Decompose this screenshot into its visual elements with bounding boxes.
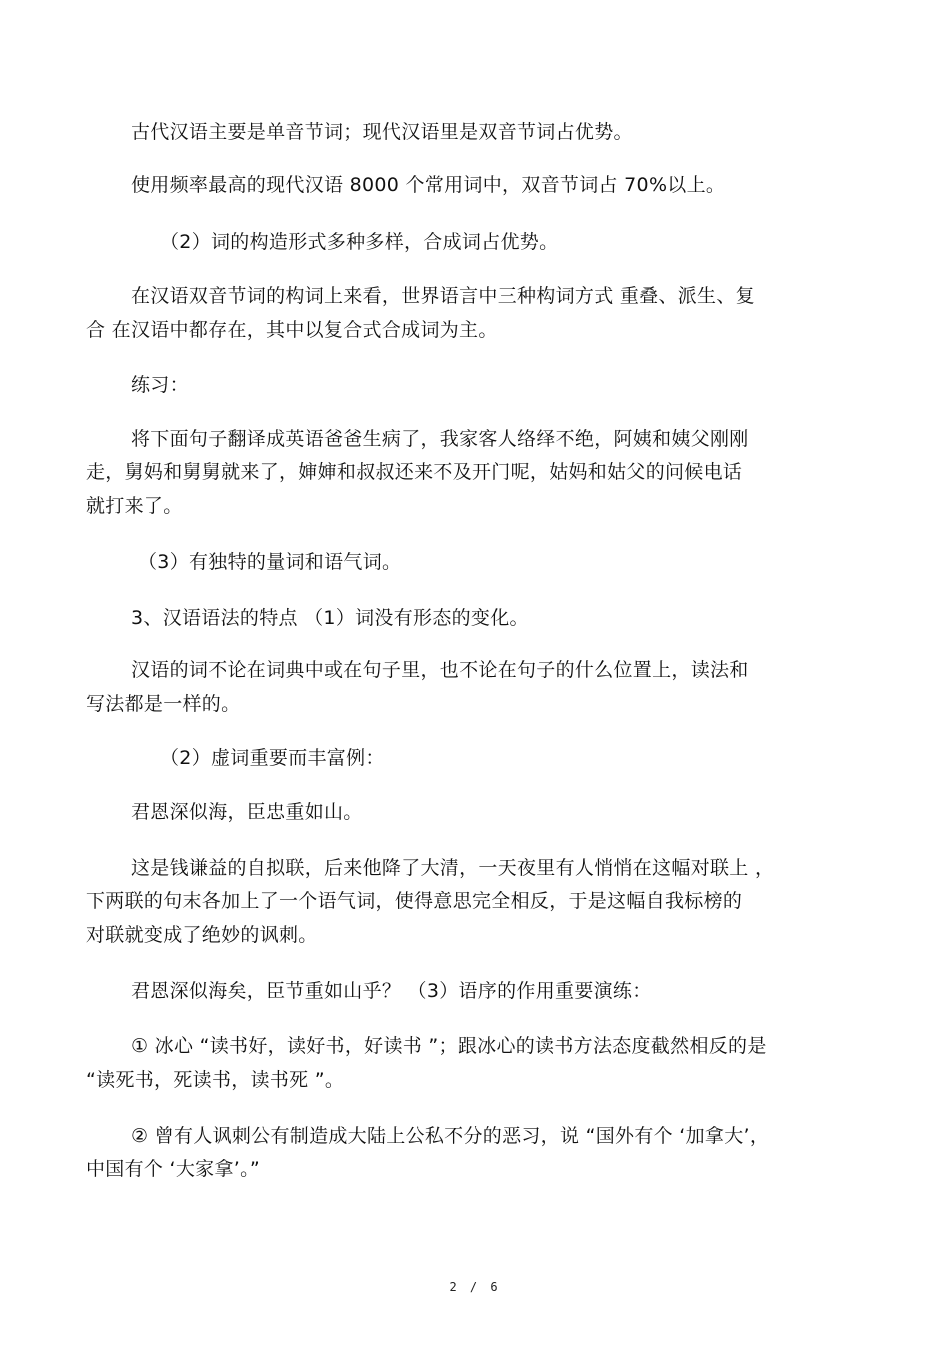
text-line: 使用频率最高的现代汉语 8000 个常用词中，双音节词占 70%以上。 <box>131 174 726 196</box>
text-line: 3、汉语语法的特点 （1）词没有形态的变化。 <box>131 607 529 629</box>
text-line: 写法都是一样的。 <box>86 693 241 715</box>
page-number: 2 / 6 <box>449 1280 501 1294</box>
text-line: 君恩深似海，臣忠重如山。 <box>131 801 363 823</box>
text-line: ② 曾有人讽刺公有制造成大陆上公私不分的恶习，说 “国外有个 ‘加拿大’， <box>131 1125 770 1147</box>
text-line: 走，舅妈和舅舅就来了，婶婶和叔叔还来不及开门呢，姑妈和姑父的问候电话 <box>86 461 743 483</box>
text-line: “读死书，死读书，读书死 ”。 <box>86 1069 345 1091</box>
text-line: 就打来了。 <box>86 495 183 517</box>
text-line: （2）词的构造形式多种多样，合成词占优势。 <box>160 231 559 253</box>
text-line: 君恩深似海矣，臣节重如山乎？ （3）语序的作用重要演练： <box>131 980 652 1002</box>
text-line: 下两联的句末各加上了一个语气词，使得意思完全相反，于是这幅自我标榜的 <box>86 890 743 912</box>
text-line: （3）有独特的量词和语气词。 <box>138 551 402 573</box>
text-line: 将下面句子翻译成英语爸爸生病了，我家客人络绎不绝，阿姨和姨父刚刚 <box>131 428 749 450</box>
text-line: 在汉语双音节词的构词上来看，世界语言中三种构词方式 重叠、派生、复 <box>131 285 755 307</box>
text-line: 中国有个 ‘大家拿’。” <box>86 1158 261 1180</box>
text-line: （2）虚词重要而丰富例： <box>160 747 385 769</box>
text-line: 这是钱谦益的自拟联，后来他降了大清，一天夜里有人悄悄在这幅对联上 ， <box>131 857 775 879</box>
text-line: 对联就变成了绝妙的讽刺。 <box>86 924 318 946</box>
text-line: 汉语的词不论在词典中或在句子里，也不论在句子的什么位置上，读法和 <box>131 659 749 681</box>
text-line: 古代汉语主要是单音节词；现代汉语里是双音节词占优势。 <box>131 121 633 143</box>
text-line: ① 冰心 “读书好，读好书，好读书 ”；跟冰心的读书方法态度截然相反的是 <box>131 1035 767 1057</box>
text-line: 合 在汉语中都存在，其中以复合式合成词为主。 <box>86 319 498 341</box>
text-line: 练习： <box>131 374 189 396</box>
